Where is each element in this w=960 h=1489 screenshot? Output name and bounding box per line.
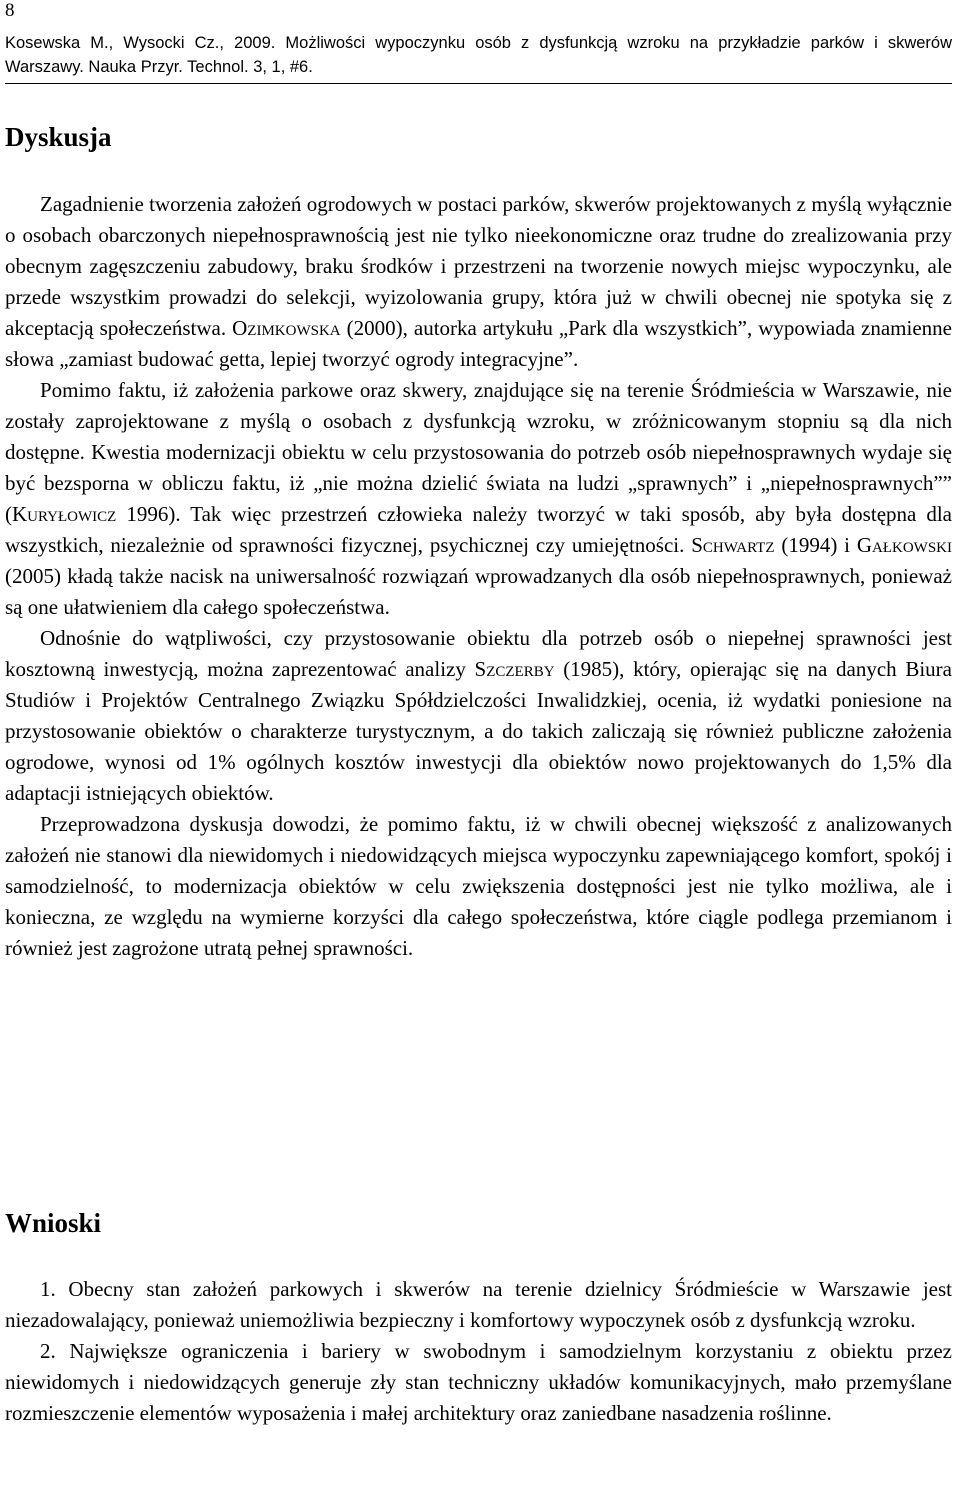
running-header-citation: Kosewska M., Wysocki Cz., 2009. Możliwości wypoczynku osób z dysfunkcją wzroku na przykładzie parków i skwerów Warszawy. Nauka Przyr. Technol. 3, 1, #6. [5, 31, 952, 84]
discussion-paragraph-2: Pomimo faktu, iż założenia parkowe oraz skwery, znajdujące się na terenie Śródmieścia w Warszawie, nie zostały zaprojektowane z myślą o osobach z dysfunkcją wzroku, w zróżnicowanym stopniu są dla nich dostępne. Kwestia modernizacji obiektu w celu przystosowania do potrzeb osób niepełnosprawnych wydaje się być bezsporna w obliczu faktu, iż „nie można dzielić świata na ludzi „sprawnych” i „niepełnosprawnych”” (Kuryłowicz 1996). Tak więc przestrzeń człowieka należy tworzyć w taki sposób, aby była dostępna dla wszystkich, niezależnie od sprawności fizycznej, psychicznej czy umiejętności. Schwartz (1994) i Gałkowski (2005) kładą także nacisk na uniwersalność rozwiązań wprowadzanych dla osób niepełnosprawnych, ponieważ są one ułatwieniem dla całego społeczeństwa. [5, 378, 952, 619]
page-number: 8 [5, 0, 15, 21]
discussion-paragraph-1: Zagadnienie tworzenia założeń ogrodowych w postaci parków, skwerów projektowanych z myślą wyłącznie o osobach obarczonych niepełnosprawnością jest nie tylko nieekonomiczne oraz trudne do zrealizowania przy obecnym zagęszczeniu zabudowy, braku środków i przestrzeni na tworzenie nowych miejsc wypoczynku, ale przede wszystkim prowadzi do selekcji, wyizolowania grupy, która już w chwili obecnej nie spotyka się z akceptacją społeczeństwa. Ozimkowska (2000), autorka artykułu „Park dla wszystkich”, wypowiada znamienne słowa „zamiast budować getta, lepiej tworzyć ogrody integracyjne”. [5, 192, 952, 371]
author-name: Gałkowski [856, 533, 952, 557]
author-name: Schwartz [691, 533, 775, 557]
discussion-paragraph-4: Przeprowadzona dyskusja dowodzi, że pomimo faktu, iż w chwili obecnej większość z analizowanych założeń nie stanowi dla niewidomych i niedowidzących miejsca wypoczynku zapewniającego komfort, spokój i samodzielność, to modernizacja obiektów w celu zwiększenia dostępności jest nie tylko możliwa, ale i konieczna, ze względu na wymierne korzyści dla całego społeczeństwa, które ciągle podlega przemianom i również jest zagrożone utratą pełnej sprawności. [5, 812, 952, 960]
conclusion-item-2: 2. Największe ograniczenia i bariery w swobodnym i samodzielnym korzystaniu z obiektu przez niewidomych i niedowidzących generuje zły stan techniczny układów komunikacyjnych, mało przemyślane rozmieszczenie elementów wyposażenia i małej architektury oraz zaniedbane nasadzenia roślinne. [5, 1339, 952, 1425]
author-name: Kuryłowicz [12, 502, 117, 526]
conclusion-item-1: 1. Obecny stan założeń parkowych i skwerów na terenie dzielnicy Śródmieście w Warszawie jest niezadowalający, ponieważ uniemożliwia bezpieczny i komfortowy wypoczynek osób z dysfunkcją wzroku. [5, 1277, 952, 1332]
discussion-body [5, 189, 952, 964]
section-heading-conclusions: Wnioski [5, 1208, 102, 1238]
author-name: Szczerby [474, 657, 555, 681]
author-name: Ozimkowska [232, 316, 341, 340]
conclusions-body [5, 1274, 952, 1429]
discussion-paragraph-3: Odnośnie do wątpliwości, czy przystosowanie obiektu dla potrzeb osób o niepełnej sprawności jest kosztowną inwestycją, można zaprezentować analizy Szczerby (1985), który, opierając się na danych Biura Studiów i Projektów Centralnego Związku Spółdzielczości Inwalidzkiej, ocenia, iż wydatki poniesione na przystosowanie obiektów o charakterze turystycznym, a do takich zaliczają się również publiczne założenia ogrodowe, wynosi od 1% ogólnych kosztów inwestycji dla obiektów nowo projektowanych do 1,5% dla adaptacji istniejących obiektów. [5, 626, 952, 805]
section-heading-discussion: Dyskusja [5, 122, 112, 152]
